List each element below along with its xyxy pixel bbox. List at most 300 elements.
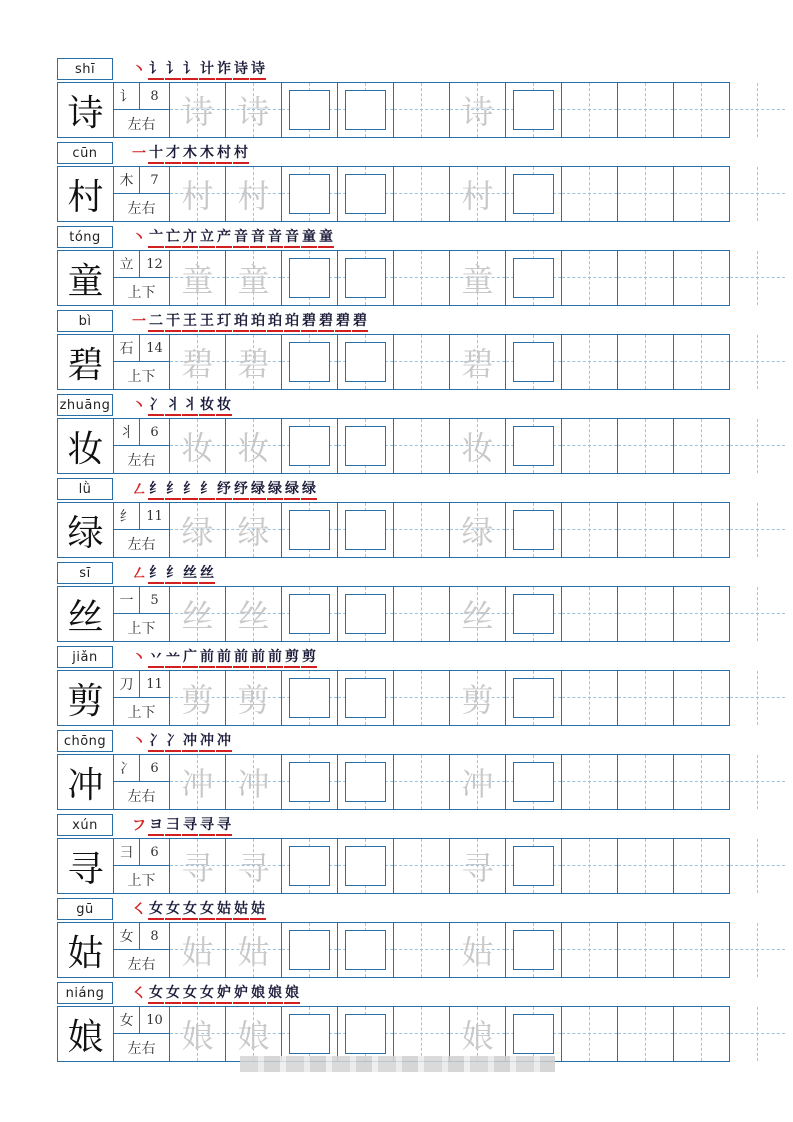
box-practice-cell[interactable] <box>338 335 394 389</box>
practice-cell[interactable] <box>394 587 450 641</box>
guide-line-horizontal <box>394 781 449 782</box>
box-practice-cell[interactable] <box>506 251 562 305</box>
guide-line-horizontal <box>562 445 617 446</box>
inner-box <box>513 342 554 382</box>
trace-cell[interactable] <box>170 503 226 557</box>
trace-cell[interactable] <box>226 671 282 725</box>
stroke-step: 纟 <box>148 562 164 584</box>
trace-character: 绿 <box>237 513 270 551</box>
inner-box <box>513 762 554 802</box>
guide-line-horizontal <box>562 613 617 614</box>
character-info <box>114 167 170 221</box>
writing-grid <box>57 166 730 222</box>
guide-line-vertical <box>701 83 702 137</box>
box-practice-cell[interactable] <box>282 83 338 137</box>
practice-cell[interactable] <box>674 503 730 557</box>
inner-box <box>289 510 330 550</box>
practice-cell[interactable] <box>562 251 618 305</box>
box-practice-cell[interactable] <box>282 503 338 557</box>
character-info <box>114 839 170 893</box>
trace-cell[interactable] <box>226 839 282 893</box>
practice-cell[interactable] <box>730 167 785 221</box>
inner-box <box>345 594 386 634</box>
stroke-step: 碧 <box>301 310 317 332</box>
practice-cell[interactable] <box>562 839 618 893</box>
box-practice-cell[interactable] <box>282 839 338 893</box>
guide-line-horizontal <box>394 361 449 362</box>
trace-cell[interactable] <box>170 1007 226 1061</box>
trace-character: 童 <box>461 261 494 299</box>
guide-line-vertical <box>421 503 422 557</box>
structure-label: 左右 <box>127 452 156 469</box>
practice-cell[interactable] <box>730 419 785 473</box>
character-row <box>0 982 793 1066</box>
stroke-order-sequence <box>131 898 266 920</box>
guide-line-vertical <box>589 923 590 977</box>
practice-cell[interactable] <box>674 1007 730 1061</box>
stroke-step: 珀 <box>284 310 300 332</box>
trace-character: 剪 <box>461 681 494 719</box>
practice-cell[interactable] <box>674 923 730 977</box>
trace-cell[interactable] <box>170 83 226 137</box>
stroke-order-sequence <box>131 226 334 248</box>
radical-label: 彐 <box>114 839 140 866</box>
box-practice-cell[interactable] <box>506 335 562 389</box>
practice-cell[interactable] <box>618 503 674 557</box>
practice-cell[interactable] <box>394 335 450 389</box>
trace-character: 村 <box>461 177 494 215</box>
writing-grid <box>57 250 730 306</box>
guide-line-vertical <box>589 83 590 137</box>
practice-cell[interactable] <box>618 839 674 893</box>
guide-line-vertical <box>645 503 646 557</box>
box-practice-cell[interactable] <box>282 419 338 473</box>
stroke-count: 6 <box>140 419 169 446</box>
practice-cell[interactable] <box>618 1007 674 1061</box>
practice-cell[interactable] <box>674 839 730 893</box>
trace-cell[interactable] <box>226 1007 282 1061</box>
trace-character: 绿 <box>181 513 214 551</box>
stroke-order-sequence <box>131 562 215 584</box>
trace-character: 姑 <box>461 933 494 971</box>
guide-line-vertical <box>701 251 702 305</box>
stroke-step: 丶 <box>132 62 146 78</box>
practice-cell[interactable] <box>394 419 450 473</box>
practice-cell[interactable] <box>730 839 785 893</box>
character-row <box>0 58 793 142</box>
character-info <box>114 83 170 137</box>
trace-cell[interactable] <box>450 839 506 893</box>
guide-line-horizontal <box>618 277 673 278</box>
practice-cell[interactable] <box>562 167 618 221</box>
guide-line-horizontal <box>674 361 729 362</box>
practice-cell[interactable] <box>618 755 674 809</box>
practice-cell[interactable] <box>730 335 785 389</box>
stroke-step: 冫 <box>148 730 164 752</box>
trace-cell[interactable] <box>226 587 282 641</box>
stroke-step: 音 <box>284 226 300 248</box>
box-practice-cell[interactable] <box>338 83 394 137</box>
trace-cell[interactable] <box>170 839 226 893</box>
guide-line-horizontal <box>394 613 449 614</box>
writing-grid <box>57 586 730 642</box>
box-practice-cell[interactable] <box>338 587 394 641</box>
inner-box <box>345 678 386 718</box>
stroke-step: 前 <box>233 646 249 668</box>
practice-cell[interactable] <box>394 503 450 557</box>
trace-character: 寻 <box>237 849 270 887</box>
practice-cell[interactable] <box>394 755 450 809</box>
practice-cell[interactable] <box>730 587 785 641</box>
pinyin-label: xún <box>57 814 113 836</box>
practice-cell[interactable] <box>562 1007 618 1061</box>
stroke-step: 诗 <box>250 58 266 80</box>
box-practice-cell[interactable] <box>506 587 562 641</box>
guide-line-vertical <box>645 587 646 641</box>
practice-cell[interactable] <box>674 671 730 725</box>
box-practice-cell[interactable] <box>282 923 338 977</box>
box-practice-cell[interactable] <box>338 755 394 809</box>
model-character: 童 <box>58 251 114 305</box>
box-practice-cell[interactable] <box>506 503 562 557</box>
guide-line-horizontal <box>674 1033 729 1034</box>
guide-line-vertical <box>589 587 590 641</box>
model-character: 冲 <box>58 755 114 809</box>
guide-line-horizontal <box>394 193 449 194</box>
radical-label: 纟 <box>114 503 140 530</box>
inner-box <box>289 846 330 886</box>
stroke-step: 讠 <box>182 58 198 80</box>
guide-line-horizontal <box>674 277 729 278</box>
box-practice-cell[interactable] <box>506 755 562 809</box>
practice-cell[interactable] <box>618 671 674 725</box>
character-info <box>114 419 170 473</box>
stroke-step: 二 <box>148 310 164 332</box>
guide-line-horizontal <box>394 445 449 446</box>
practice-cell[interactable] <box>394 167 450 221</box>
trace-cell[interactable] <box>170 755 226 809</box>
practice-cell[interactable] <box>618 587 674 641</box>
trace-character: 冲 <box>237 765 270 803</box>
trace-cell[interactable] <box>450 923 506 977</box>
pinyin-label: tóng <box>57 226 113 248</box>
inner-box <box>345 846 386 886</box>
guide-line-vertical <box>421 923 422 977</box>
practice-cell[interactable] <box>674 251 730 305</box>
stroke-step: 妒 <box>233 982 249 1004</box>
trace-cell[interactable] <box>226 923 282 977</box>
practice-cell[interactable] <box>730 251 785 305</box>
guide-line-vertical <box>589 419 590 473</box>
practice-cell[interactable] <box>730 503 785 557</box>
practice-cell[interactable] <box>674 419 730 473</box>
box-practice-cell[interactable] <box>338 839 394 893</box>
inner-box <box>345 90 386 130</box>
practice-cell[interactable] <box>618 167 674 221</box>
box-practice-cell[interactable] <box>338 671 394 725</box>
box-practice-cell[interactable] <box>506 83 562 137</box>
writing-grid <box>57 922 730 978</box>
guide-line-horizontal <box>394 1033 449 1034</box>
stroke-step: 纟 <box>165 478 181 500</box>
box-practice-cell[interactable] <box>338 419 394 473</box>
trace-cell[interactable] <box>170 671 226 725</box>
stroke-order-sequence <box>131 814 232 836</box>
practice-cell[interactable] <box>562 671 618 725</box>
writing-grid <box>57 82 730 138</box>
practice-cell[interactable] <box>562 335 618 389</box>
box-practice-cell[interactable] <box>506 671 562 725</box>
practice-cell[interactable] <box>618 419 674 473</box>
box-practice-cell[interactable] <box>282 167 338 221</box>
trace-character: 姑 <box>181 933 214 971</box>
guide-line-vertical <box>421 755 422 809</box>
practice-cell[interactable] <box>562 755 618 809</box>
trace-cell[interactable] <box>450 83 506 137</box>
stroke-count: 12 <box>140 251 169 278</box>
practice-cell[interactable] <box>730 923 785 977</box>
trace-cell[interactable] <box>226 167 282 221</box>
box-practice-cell[interactable] <box>338 503 394 557</box>
trace-character: 绿 <box>461 513 494 551</box>
pinyin-label: sī <box>57 562 113 584</box>
inner-box <box>345 930 386 970</box>
trace-cell[interactable] <box>226 251 282 305</box>
stroke-step: 妆 <box>216 394 232 416</box>
trace-cell[interactable] <box>450 1007 506 1061</box>
box-practice-cell[interactable] <box>282 335 338 389</box>
guide-line-horizontal <box>618 193 673 194</box>
practice-cell[interactable] <box>730 671 785 725</box>
box-practice-cell[interactable] <box>338 923 394 977</box>
trace-cell[interactable] <box>226 755 282 809</box>
stroke-count: 11 <box>140 671 169 698</box>
guide-line-horizontal <box>562 697 617 698</box>
stroke-step: 一 <box>132 314 146 330</box>
guide-line-horizontal <box>394 697 449 698</box>
trace-cell[interactable] <box>170 335 226 389</box>
practice-cell[interactable] <box>674 167 730 221</box>
character-row <box>0 562 793 646</box>
trace-cell[interactable] <box>450 167 506 221</box>
stroke-step: 珀 <box>267 310 283 332</box>
guide-line-vertical <box>645 1007 646 1061</box>
trace-character: 童 <box>237 261 270 299</box>
stroke-step: 娘 <box>284 982 300 1004</box>
trace-cell[interactable] <box>450 335 506 389</box>
inner-box <box>289 90 330 130</box>
writing-grid <box>57 670 730 726</box>
writing-grid <box>57 1006 730 1062</box>
character-row <box>0 898 793 982</box>
stroke-step: 丶 <box>132 230 146 246</box>
stroke-step: 丶 <box>132 650 146 666</box>
practice-cell[interactable] <box>394 83 450 137</box>
trace-cell[interactable] <box>450 671 506 725</box>
box-practice-cell[interactable] <box>282 1007 338 1061</box>
trace-cell[interactable] <box>226 83 282 137</box>
stroke-step: 一 <box>132 146 146 162</box>
character-row <box>0 814 793 898</box>
guide-line-vertical <box>701 839 702 893</box>
radical-label: 刀 <box>114 671 140 698</box>
inner-box <box>513 846 554 886</box>
practice-cell[interactable] <box>562 503 618 557</box>
model-character: 寻 <box>58 839 114 893</box>
trace-cell[interactable] <box>170 587 226 641</box>
box-practice-cell[interactable] <box>506 167 562 221</box>
guide-line-horizontal <box>562 781 617 782</box>
box-practice-cell[interactable] <box>506 923 562 977</box>
structure-label: 左右 <box>127 1040 156 1057</box>
practice-cell[interactable] <box>394 251 450 305</box>
character-info <box>114 335 170 389</box>
practice-cell[interactable] <box>394 839 450 893</box>
practice-cell[interactable] <box>674 587 730 641</box>
box-practice-cell[interactable] <box>282 755 338 809</box>
trace-cell[interactable] <box>226 335 282 389</box>
practice-cell[interactable] <box>562 83 618 137</box>
inner-box <box>289 594 330 634</box>
practice-cell[interactable] <box>618 251 674 305</box>
stroke-step: 纟 <box>148 478 164 500</box>
radical-label: 女 <box>114 1007 140 1034</box>
stroke-order-sequence <box>131 478 317 500</box>
box-practice-cell[interactable] <box>506 1007 562 1061</box>
inner-box <box>345 258 386 298</box>
guide-line-vertical <box>421 839 422 893</box>
practice-cell[interactable] <box>618 923 674 977</box>
practice-cell[interactable] <box>394 671 450 725</box>
guide-line-vertical <box>421 671 422 725</box>
practice-cell[interactable] <box>674 335 730 389</box>
box-practice-cell[interactable] <box>506 419 562 473</box>
guide-line-vertical <box>701 755 702 809</box>
box-practice-cell[interactable] <box>338 1007 394 1061</box>
trace-cell[interactable] <box>170 251 226 305</box>
stroke-order-sequence <box>131 142 249 164</box>
stroke-step: 丬 <box>165 394 181 416</box>
inner-box <box>513 174 554 214</box>
stroke-step: 妒 <box>216 982 232 1004</box>
trace-cell[interactable] <box>450 419 506 473</box>
pinyin-label: jiǎn <box>57 646 113 668</box>
trace-cell[interactable] <box>450 587 506 641</box>
guide-line-vertical <box>757 83 758 137</box>
guide-line-horizontal <box>730 865 785 866</box>
stroke-count: 14 <box>140 335 169 362</box>
practice-cell[interactable] <box>618 83 674 137</box>
pinyin-label: shī <box>57 58 113 80</box>
guide-line-vertical <box>757 167 758 221</box>
trace-character: 碧 <box>237 345 270 383</box>
guide-line-horizontal <box>674 445 729 446</box>
box-practice-cell[interactable] <box>282 671 338 725</box>
stroke-step: 纾 <box>233 478 249 500</box>
trace-cell[interactable] <box>226 503 282 557</box>
stroke-step: 音 <box>233 226 249 248</box>
trace-cell[interactable] <box>450 755 506 809</box>
stroke-step: 娘 <box>250 982 266 1004</box>
inner-box <box>289 930 330 970</box>
structure-label: 上下 <box>127 368 156 385</box>
radical-label: 冫 <box>114 755 140 782</box>
guide-line-vertical <box>589 671 590 725</box>
stroke-step: 音 <box>267 226 283 248</box>
trace-cell[interactable] <box>226 419 282 473</box>
guide-line-horizontal <box>618 949 673 950</box>
guide-line-horizontal <box>674 529 729 530</box>
inner-box <box>513 678 554 718</box>
guide-line-vertical <box>701 335 702 389</box>
stroke-step: 姑 <box>250 898 266 920</box>
trace-cell[interactable] <box>450 503 506 557</box>
trace-character: 寻 <box>461 849 494 887</box>
pinyin-label: zhuāng <box>57 394 113 416</box>
stroke-step: 绿 <box>284 478 300 500</box>
stroke-step: 珀 <box>250 310 266 332</box>
model-character: 娘 <box>58 1007 114 1061</box>
stroke-step: 童 <box>301 226 317 248</box>
guide-line-horizontal <box>674 109 729 110</box>
trace-cell[interactable] <box>450 251 506 305</box>
inner-box <box>513 258 554 298</box>
stroke-step: 前 <box>250 646 266 668</box>
guide-line-horizontal <box>730 193 785 194</box>
practice-cell[interactable] <box>562 587 618 641</box>
practice-cell[interactable] <box>394 923 450 977</box>
practice-cell[interactable] <box>562 419 618 473</box>
box-practice-cell[interactable] <box>506 839 562 893</box>
guide-line-vertical <box>645 419 646 473</box>
practice-cell[interactable] <box>562 923 618 977</box>
stroke-step: 绿 <box>267 478 283 500</box>
guide-line-vertical <box>757 755 758 809</box>
practice-cell[interactable] <box>394 1007 450 1061</box>
stroke-count: 10 <box>140 1007 169 1034</box>
guide-line-horizontal <box>730 529 785 530</box>
guide-line-horizontal <box>674 613 729 614</box>
stroke-order-sequence <box>131 730 232 752</box>
guide-line-horizontal <box>618 781 673 782</box>
trace-cell[interactable] <box>170 419 226 473</box>
box-practice-cell[interactable] <box>338 167 394 221</box>
practice-cell[interactable] <box>730 83 785 137</box>
practice-cell[interactable] <box>730 755 785 809</box>
guide-line-horizontal <box>618 109 673 110</box>
radical-label: 一 <box>114 587 140 614</box>
stroke-step: 讠 <box>148 58 164 80</box>
guide-line-vertical <box>757 503 758 557</box>
practice-cell[interactable] <box>674 755 730 809</box>
guide-line-horizontal <box>730 277 785 278</box>
box-practice-cell[interactable] <box>338 251 394 305</box>
stroke-step: 绿 <box>250 478 266 500</box>
trace-character: 诗 <box>181 93 214 131</box>
inner-box <box>513 426 554 466</box>
inner-box <box>345 174 386 214</box>
trace-cell[interactable] <box>170 923 226 977</box>
stroke-step: 王 <box>199 310 215 332</box>
box-practice-cell[interactable] <box>282 587 338 641</box>
practice-cell[interactable] <box>618 335 674 389</box>
stroke-step: 丝 <box>182 562 198 584</box>
trace-cell[interactable] <box>170 167 226 221</box>
practice-cell[interactable] <box>730 1007 785 1061</box>
practice-cell[interactable] <box>674 83 730 137</box>
box-practice-cell[interactable] <box>282 251 338 305</box>
writing-grid <box>57 502 730 558</box>
